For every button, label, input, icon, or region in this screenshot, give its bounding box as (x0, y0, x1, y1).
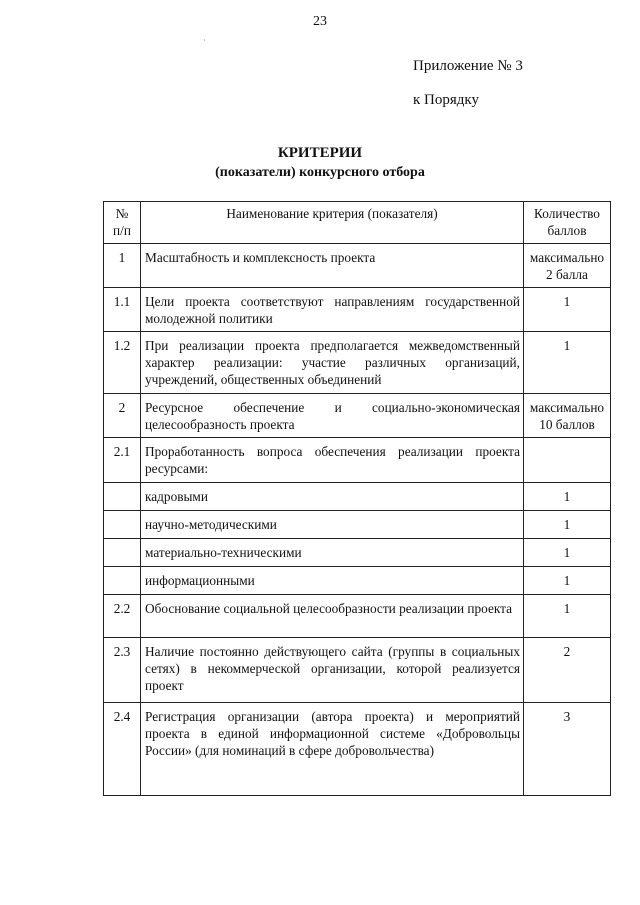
table-row (104, 394, 611, 438)
row-score-line: 2 балла (546, 267, 588, 282)
row-score (524, 438, 611, 483)
page-number: 23 (313, 14, 327, 29)
row-criterion: При реализации проекта предполагается межведомственный характер реализации: участие различных организаций, учреждений, общественных объединений (141, 332, 524, 394)
row-score-line: 1 (563, 489, 571, 504)
row-score-line: 2 (563, 644, 571, 659)
row-score-line: 1 (563, 601, 571, 616)
row-score (524, 332, 611, 394)
row-score (524, 394, 611, 438)
row-number: 1.2 (104, 332, 141, 394)
row-score-line: максимально (529, 250, 605, 265)
row-score (524, 483, 611, 511)
row-criterion: Обоснование социальной целесообразности реализации проекта (141, 595, 524, 638)
header-number (104, 202, 141, 244)
table-row (104, 539, 611, 567)
row-score-line: 1 (563, 338, 571, 353)
table-row (104, 595, 611, 638)
row-criterion: материально-техническими (141, 539, 524, 567)
document-title: КРИТЕРИИ (277, 145, 363, 161)
row-number: 1 (104, 244, 141, 288)
header-score (524, 202, 611, 244)
row-number: 2.3 (104, 638, 141, 703)
row-number (104, 567, 141, 595)
table-row (104, 483, 611, 511)
annex-title: Приложение № 3 (413, 58, 523, 74)
row-number (104, 539, 141, 567)
row-score-line: 1 (563, 573, 571, 588)
table-row (104, 511, 611, 539)
row-score (524, 638, 611, 703)
row-score-line: 1 (563, 294, 571, 309)
row-criterion: Цели проекта соответствуют направлениям государственной молодежной политики (141, 288, 524, 332)
row-number: 1.1 (104, 288, 141, 332)
row-score (524, 703, 611, 796)
row-score-line: 1 (563, 517, 571, 532)
row-score (524, 511, 611, 539)
table-row (104, 703, 611, 796)
table-row (104, 438, 611, 483)
table-row (104, 332, 611, 394)
table-row (104, 567, 611, 595)
table-header-row (104, 202, 611, 244)
row-number: 2.4 (104, 703, 141, 796)
row-criterion: информационными (141, 567, 524, 595)
row-score (524, 539, 611, 567)
header-score-line: Количество (534, 206, 600, 221)
table-row (104, 244, 611, 288)
header-number-line: № (115, 206, 129, 221)
row-criterion: Масштабность и комплексность проекта (141, 244, 524, 288)
row-number (104, 511, 141, 539)
row-criterion: Регистрация организации (автора проекта) и мероприятий проекта в единой информационной системе «Добровольцы России» (для номинаций в сфере добровольчества) (141, 703, 524, 796)
row-score (524, 244, 611, 288)
scan-mark: · (203, 36, 206, 45)
row-score (524, 567, 611, 595)
row-score (524, 595, 611, 638)
row-score-line: максимально (529, 400, 605, 415)
row-number (104, 483, 141, 511)
table-row (104, 638, 611, 703)
row-criterion: кадровыми (141, 483, 524, 511)
document-subtitle: (показатели) конкурсного отбора (215, 165, 425, 180)
table-row (104, 288, 611, 332)
row-number: 2 (104, 394, 141, 438)
row-criterion: научно-методическими (141, 511, 524, 539)
row-score-line: 3 (563, 709, 571, 724)
header-number-line: п/п (113, 223, 131, 238)
row-score-line: 1 (563, 545, 571, 560)
row-number: 2.1 (104, 438, 141, 483)
row-criterion: Ресурсное обеспечение и социально-экономическая целесообразность проекта (141, 394, 524, 438)
row-score (524, 288, 611, 332)
row-number: 2.2 (104, 595, 141, 638)
row-criterion: Наличие постоянно действующего сайта (группы в социальных сетях) в некоммерческой организации, которой реализуется проект (141, 638, 524, 703)
header-score-line: баллов (547, 223, 587, 238)
header-name: Наименование критерия (показателя) (141, 202, 524, 244)
row-score-line: 10 баллов (539, 417, 595, 432)
criteria-table (103, 201, 611, 796)
row-criterion: Проработанность вопроса обеспечения реализации проекта ресурсами: (141, 438, 524, 483)
criteria-body (104, 244, 611, 796)
annex-reference: к Порядку (413, 92, 479, 108)
